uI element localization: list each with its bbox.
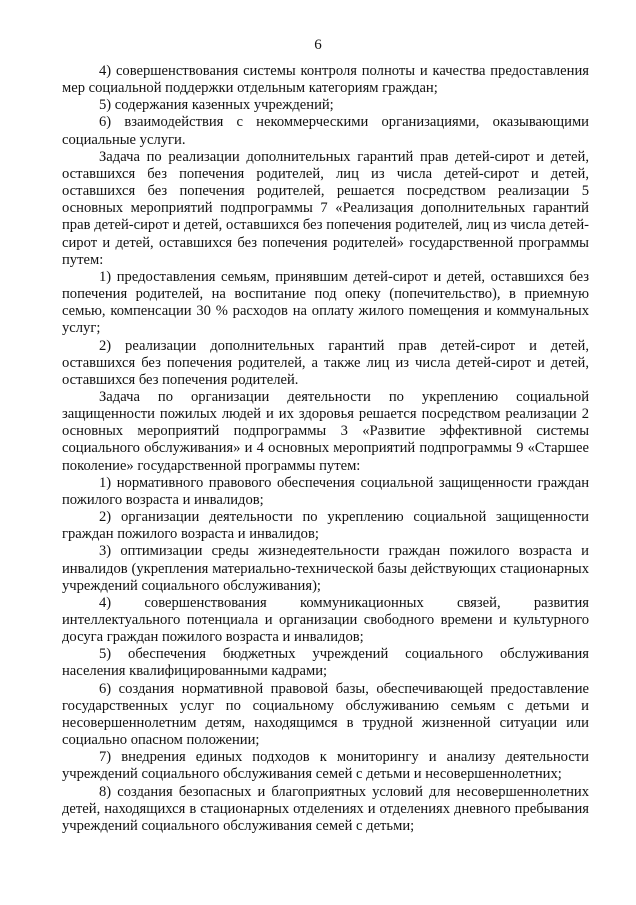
- paragraph-item-5-institutions: 5) содержания казенных учреждений;: [99, 97, 334, 114]
- paragraph-task-elderly-protection: Задача по организации деятельности по укреплению социальной защищенности пожилых людей и их здоровья решается посредством реализации 2 основных мероприятий подпрограммы 3 «Развитие эффективной системы социального обслуживания» и 4 основных мероприятий подпрограммы 9 «Старшее поколение» государственной программы путем:: [62, 388, 589, 474]
- paragraph-orphan-item-1: 1) предоставления семьям, принявшим детей-сирот и детей, оставшихся без попечения родителей, на воспитание под опеку (попечительство), в приемную семью, компенсации 30 % расходов на оплату жилого помещения и коммунальных услуг;: [62, 268, 589, 337]
- paragraph-elderly-item-7: 7) внедрения единых подходов к мониторингу и анализу деятельности учреждений социального обслуживания семей с детьми и несовершеннолетних;: [62, 749, 589, 783]
- paragraph-item-4-monitoring: 4) совершенствования системы контроля полноты и качества предоставления мер социальной поддержки отдельным категориям граждан;: [62, 63, 589, 97]
- page-number: 6: [314, 37, 322, 53]
- paragraph-task-orphan-guarantees: Задача по реализации дополнительных гарантий прав детей-сирот и детей, оставшихся без попечения родителей, лиц из числа детей-сирот и детей, оставшихся без попечения родителей, решается посредством реализации 5 основных мероприятий подпрограммы 7 «Реализация дополнительных гарантий прав детей-сирот и детей, оставшихся без попечения родителей, лиц из числа детей-сирот и детей, оставшихся без попечения родителей» государственной программы путем:: [62, 148, 589, 268]
- paragraph-elderly-item-4: 4) совершенствования коммуникационных связей, развития интеллектуального потенциала и организации свободного времени и культурного досуга граждан пожилого возраста и инвалидов;: [62, 594, 589, 646]
- paragraph-elderly-item-1: 1) нормативного правового обеспечения социальной защищенности граждан пожилого возраста и инвалидов;: [62, 474, 589, 508]
- paragraph-elderly-item-2: 2) организации деятельности по укреплению социальной защищенности граждан пожилого возраста и инвалидов;: [62, 509, 589, 543]
- paragraph-orphan-item-2: 2) реализации дополнительных гарантий прав детей-сирот и детей, оставшихся без попечения родителей, а также лиц из числа детей-сирот и детей, оставшихся без попечения родителей.: [62, 337, 589, 388]
- paragraph-elderly-item-3: 3) оптимизации среды жизнедеятельности граждан пожилого возраста и инвалидов (укрепления материально-технической базы действующих стационарных учреждений социального обслуживания);: [62, 543, 589, 594]
- paragraph-elderly-item-6: 6) создания нормативной правовой базы, обеспечивающей предоставление государственных услуг по социальному обслуживанию семьям с детьми и несовершеннолетним детям, находящимся в трудной жизненной ситуации или социально опасном положении;: [62, 680, 589, 749]
- paragraph-elderly-item-8: 8) создания безопасных и благоприятных условий для несовершеннолетних детей, находящихся в стационарных отделениях и отделениях дневного пребывания учреждений социального обслуживания семей с детьми;: [62, 783, 589, 834]
- paragraph-elderly-item-5: 5) обеспечения бюджетных учреждений социального обслуживания населения квалифицированными кадрами;: [62, 646, 589, 680]
- document-body: [62, 63, 589, 835]
- paragraph-item-6-nonprofits: 6) взаимодействия с некоммерческими организациями, оказывающими социальные услуги.: [62, 114, 589, 148]
